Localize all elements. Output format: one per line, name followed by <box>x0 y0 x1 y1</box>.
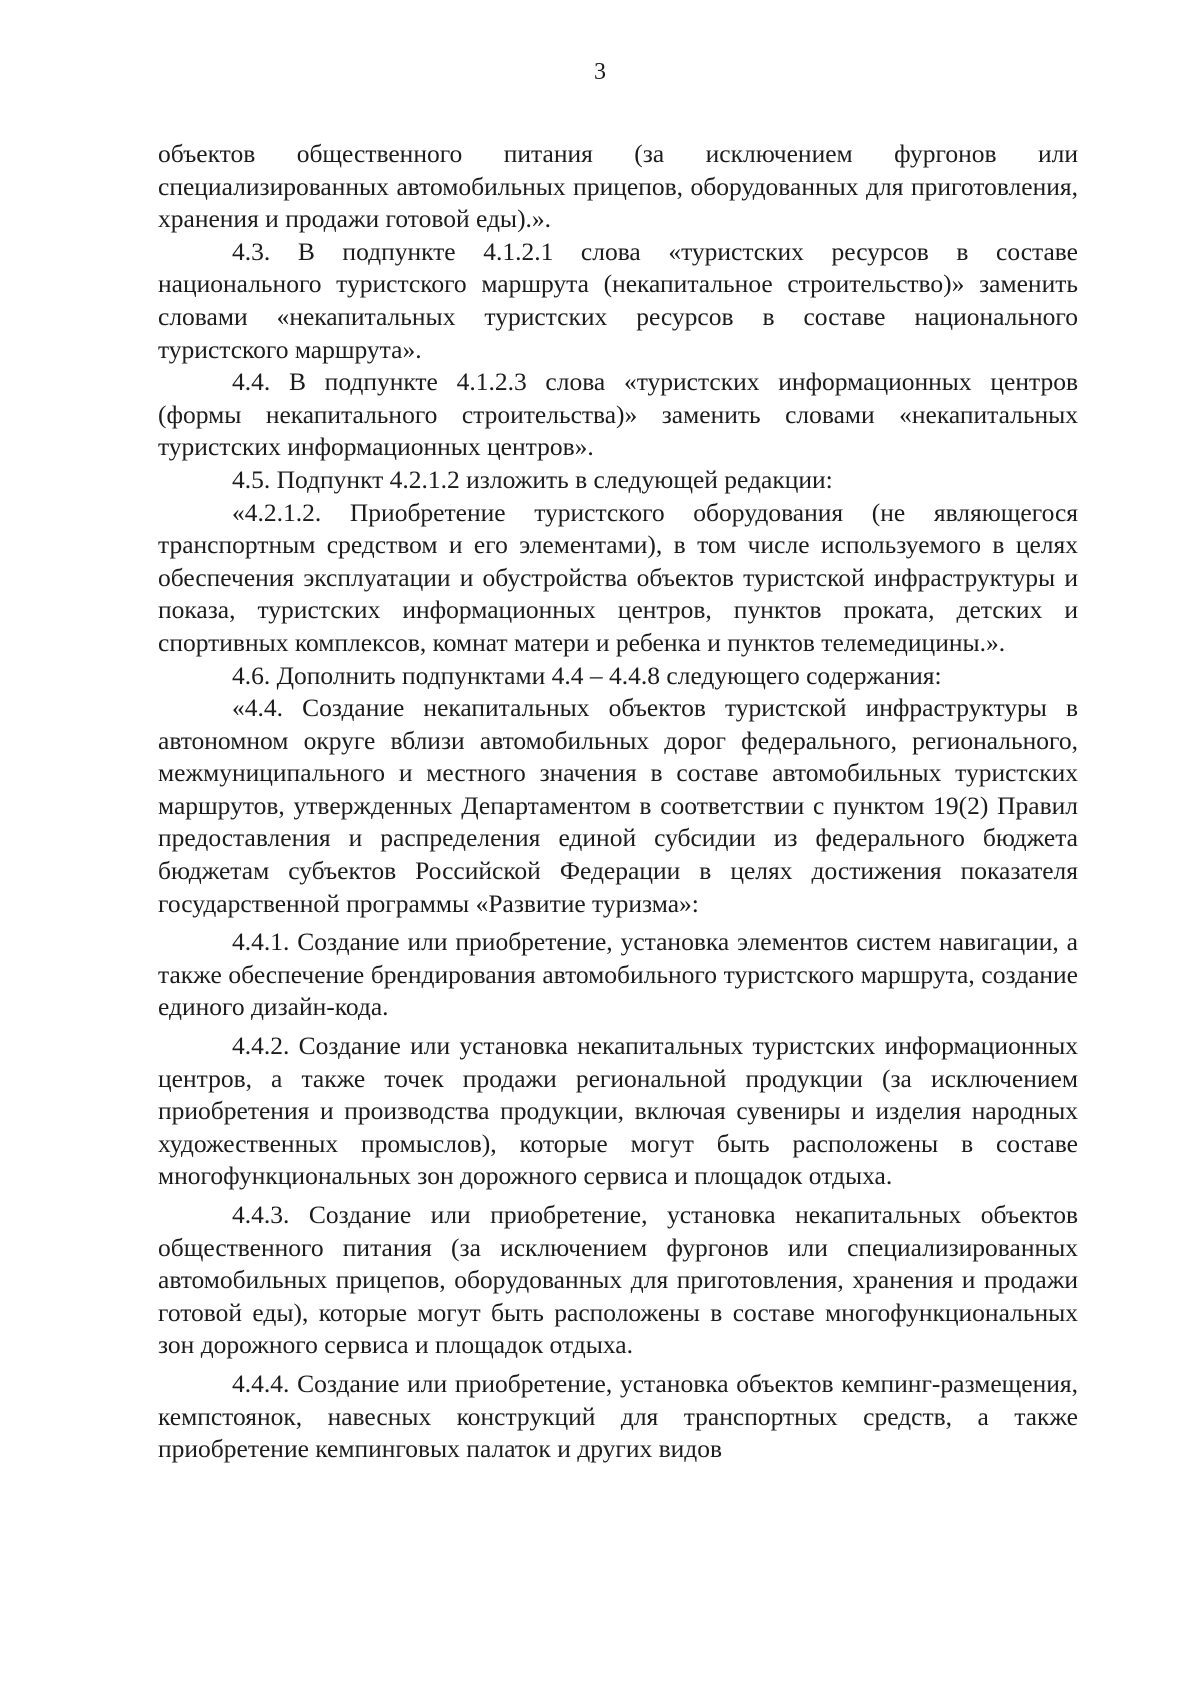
paragraph-4-4-2: 4.4.2. Создание или установка некапитальных туристских информационных центров, а также точек продажи региональной продукции (за исключением приобретения и производства продукции, включая сувениры и изделия народных художественных промыслов), которые могут быть расположены в составе многофункциональных зон дорожного сервиса и площадок отдыха. <box>158 1031 1078 1191</box>
paragraph-4-2-1-2: «4.2.1.2. Приобретение туристского оборудования (не являющегося транспортным средством и его элементами), в том числе используемого в целях обеспечения эксплуатации и обустройства объектов туристской инфраструктуры и показа, туристских информационных центров, пунктов проката, детских и спортивных комплексов, комнат матери и ребенка и пунктов телемедицины.». <box>158 497 1078 657</box>
paragraph-4-4-3: 4.4.3. Создание или приобретение, установка некапитальных объектов общественного питания (за исключением фургонов или специализированных автомобильных прицепов, оборудованных для приготовления, хранения и продажи готовой еды), которые могут быть расположены в составе многофункциональных зон дорожного сервиса и площадок отдыха. <box>158 1200 1078 1360</box>
paragraph-4-4-4: 4.4.4. Создание или приобретение, установка объектов кемпинг-размещения, кемпстоянок, навесных конструкций для транспортных средств, а также приобретение кемпинговых палаток и других видов <box>158 1368 1078 1464</box>
paragraph-continuation: объектов общественного питания (за исключением фургонов или специализированных автомобильных прицепов, оборудованных для приготовления, хранения и продажи готовой еды).». <box>158 139 1078 234</box>
paragraph-4-6: 4.6. Дополнить подпунктами 4.4 – 4.4.8 следующего содержания: <box>232 660 942 690</box>
page-number: 3 <box>594 59 606 85</box>
paragraph-4-5: 4.5. Подпункт 4.2.1.2 изложить в следующей редакции: <box>232 464 833 494</box>
paragraph-4-4-1: 4.4.1. Создание или приобретение, установка элементов систем навигации, а также обеспечение брендирования автомобильного туристского маршрута, создание единого дизайн-кода. <box>158 927 1078 1022</box>
paragraph-new-4-4: «4.4. Создание некапитальных объектов туристской инфраструктуры в автономном округе вблизи автомобильных дорог федерального, регионального, межмуниципального и местного значения в составе автомобильных туристских маршрутов, утвержденных Департаментом в соответствии с пунктом 19(2) Правил предоставления и распределения единой субсидии из федерального бюджета бюджетам субъектов Российской Федерации в целях достижения показателя государственной программы «Развитие туризма»: <box>158 693 1078 918</box>
paragraph-4-3: 4.3. В подпункте 4.1.2.1 слова «туристских ресурсов в составе национального туристского маршрута (некапитальное строительство)» заменить словами «некапитальных туристских ресурсов в составе национального туристского маршрута». <box>158 236 1078 364</box>
paragraph-4-4: 4.4. В подпункте 4.1.2.3 слова «туристских информационных центров (формы некапитального строительства)» заменить словами «некапитальных туристских информационных центров». <box>158 367 1078 462</box>
document-body <box>158 138 1078 1466</box>
